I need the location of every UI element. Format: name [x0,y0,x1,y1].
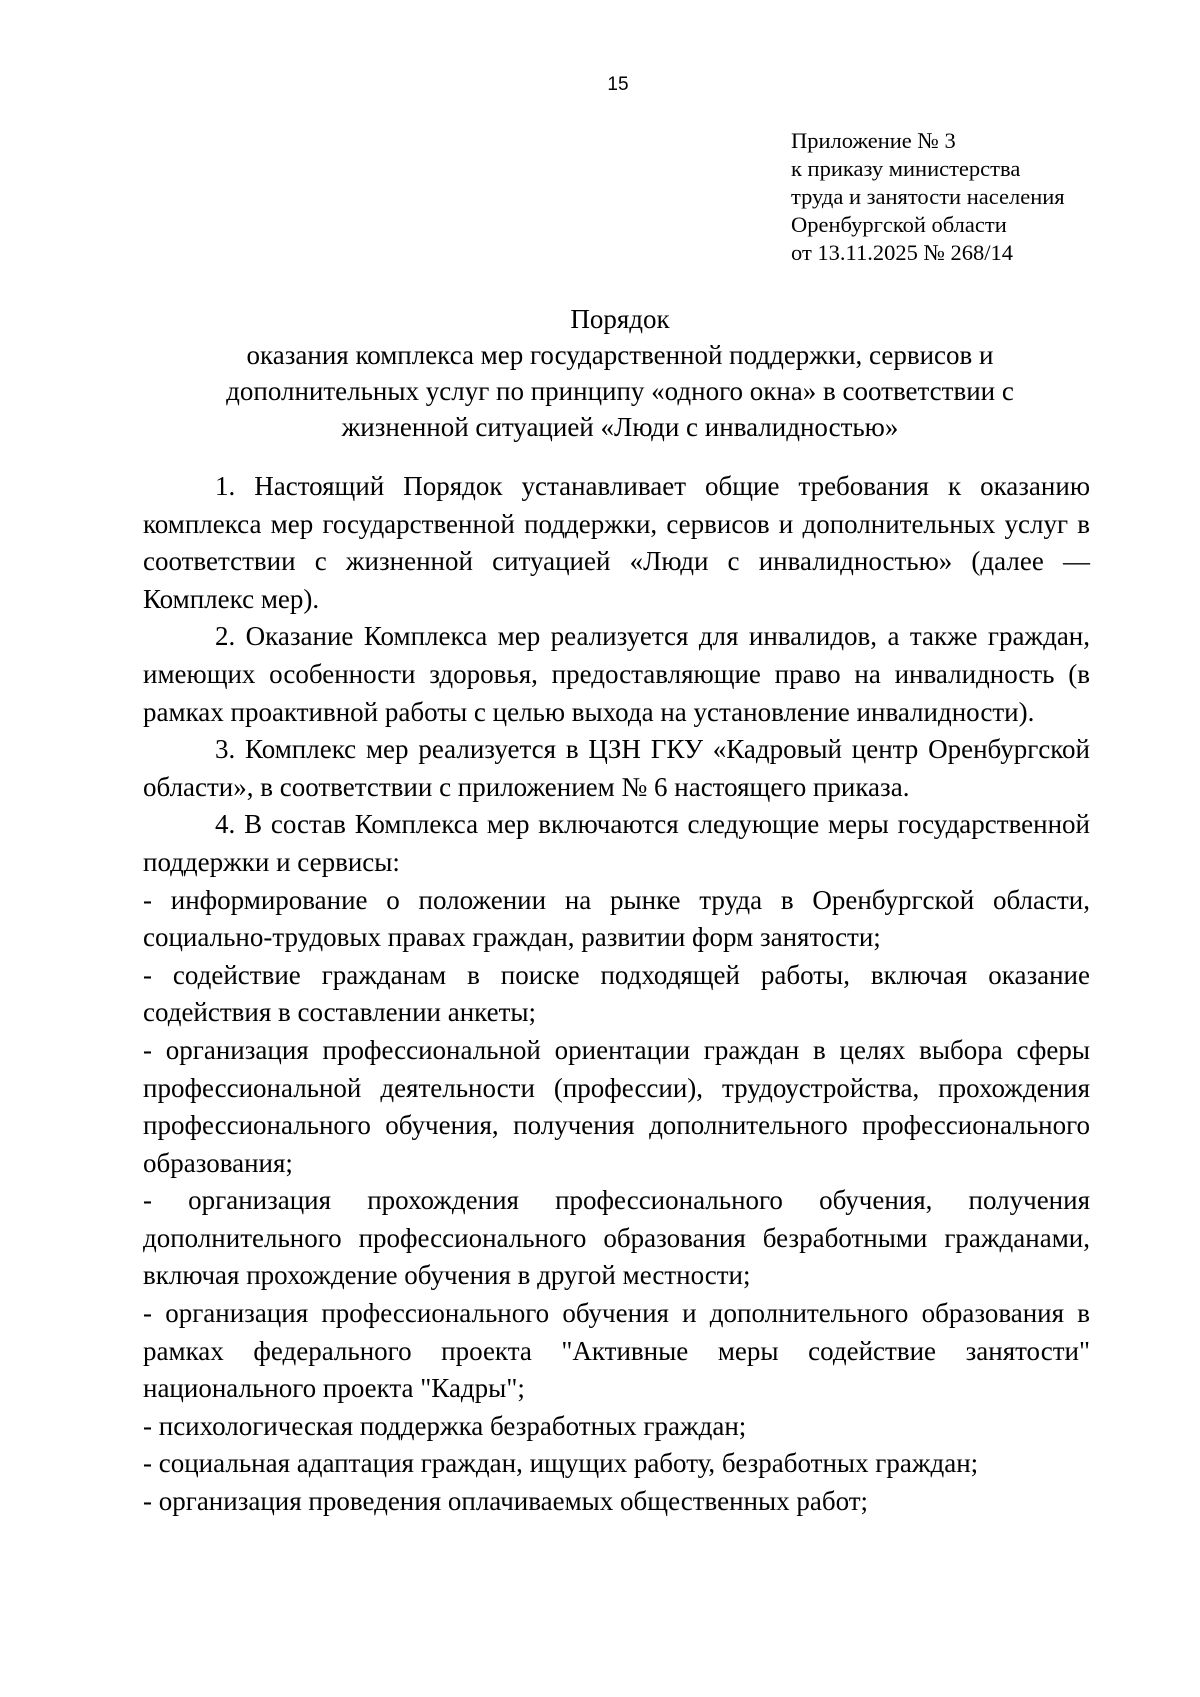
list-item: - психологическая поддержка безработных граждан; [143,1410,747,1441]
page-number: 15 [607,74,629,95]
appendix-line: труда и занятости населения [791,184,1065,209]
document-title [140,301,1100,445]
list-item: - организация профессиональной ориентации граждан в целях выбора сферы профессиональной деятельности (профессии), трудоустройства, прохождения профессионального обучения, получения дополнительного профессионального образования; [143,1034,1090,1178]
paragraph-1: 1. Настоящий Порядок устанавливает общие требования к оказанию комплекса мер государственной поддержки, сервисов и дополнительных услуг в соответствии с жизненной ситуацией «Люди с инвалидностью» (далее — Комплекс мер). [143,471,1090,614]
appendix-line: Оренбургской области [791,212,1007,237]
paragraph-3: 3. Комплекс мер реализуется в ЦЗН ГКУ «Кадровый центр Оренбургской области», в соответствии с приложением № 6 настоящего приказа. [143,734,1090,802]
list-item: - организация проведения оплачиваемых общественных работ; [143,1486,869,1517]
title-subtitle-line: дополнительных услуг по принципу «одного окна» в соответствии с [226,376,1014,406]
document-body [143,468,1090,1521]
appendix-line: Приложение № 3 [791,128,956,153]
list-item: - информирование о положении на рынке труда в Оренбургской области, социально-трудовых правах граждан, развитии форм занятости; [143,884,1090,953]
appendix-line: к приказу министерства [791,156,1021,181]
title-subtitle-line: жизненной ситуацией «Люди с инвалидностью» [341,412,899,442]
appendix-header [791,127,1121,267]
title-subtitle-line: оказания комплекса мер государственной поддержки, сервисов и [246,340,994,370]
list-item: - содействие гражданам в поиске подходящей работы, включая оказание содействия в составлении анкеты; [143,959,1090,1028]
paragraph-2: 2. Оказание Комплекса мер реализуется для инвалидов, а также граждан, имеющих особенности здоровья, предоставляющие право на инвалидность (в рамках проактивной работы с целью выхода на установление инвалидности). [143,621,1090,727]
appendix-line: от 13.11.2025 № 268/14 [791,240,1014,265]
paragraph-4: 4. В состав Комплекса мер включаются следующие меры государственной поддержки и сервисы: [143,809,1090,877]
title-heading: Порядок [570,304,670,334]
list-item: - организация профессионального обучения и дополнительного образования в рамках федерального проекта "Активные меры содействие занятости" национального проекта "Кадры"; [143,1298,1090,1404]
list-item: - организация прохождения профессионального обучения, получения дополнительного профессионального образования безработными гражданами, включая прохождение обучения в другой местности; [143,1185,1090,1291]
list-item: - социальная адаптация граждан, ищущих работу, безработных граждан; [143,1448,979,1479]
